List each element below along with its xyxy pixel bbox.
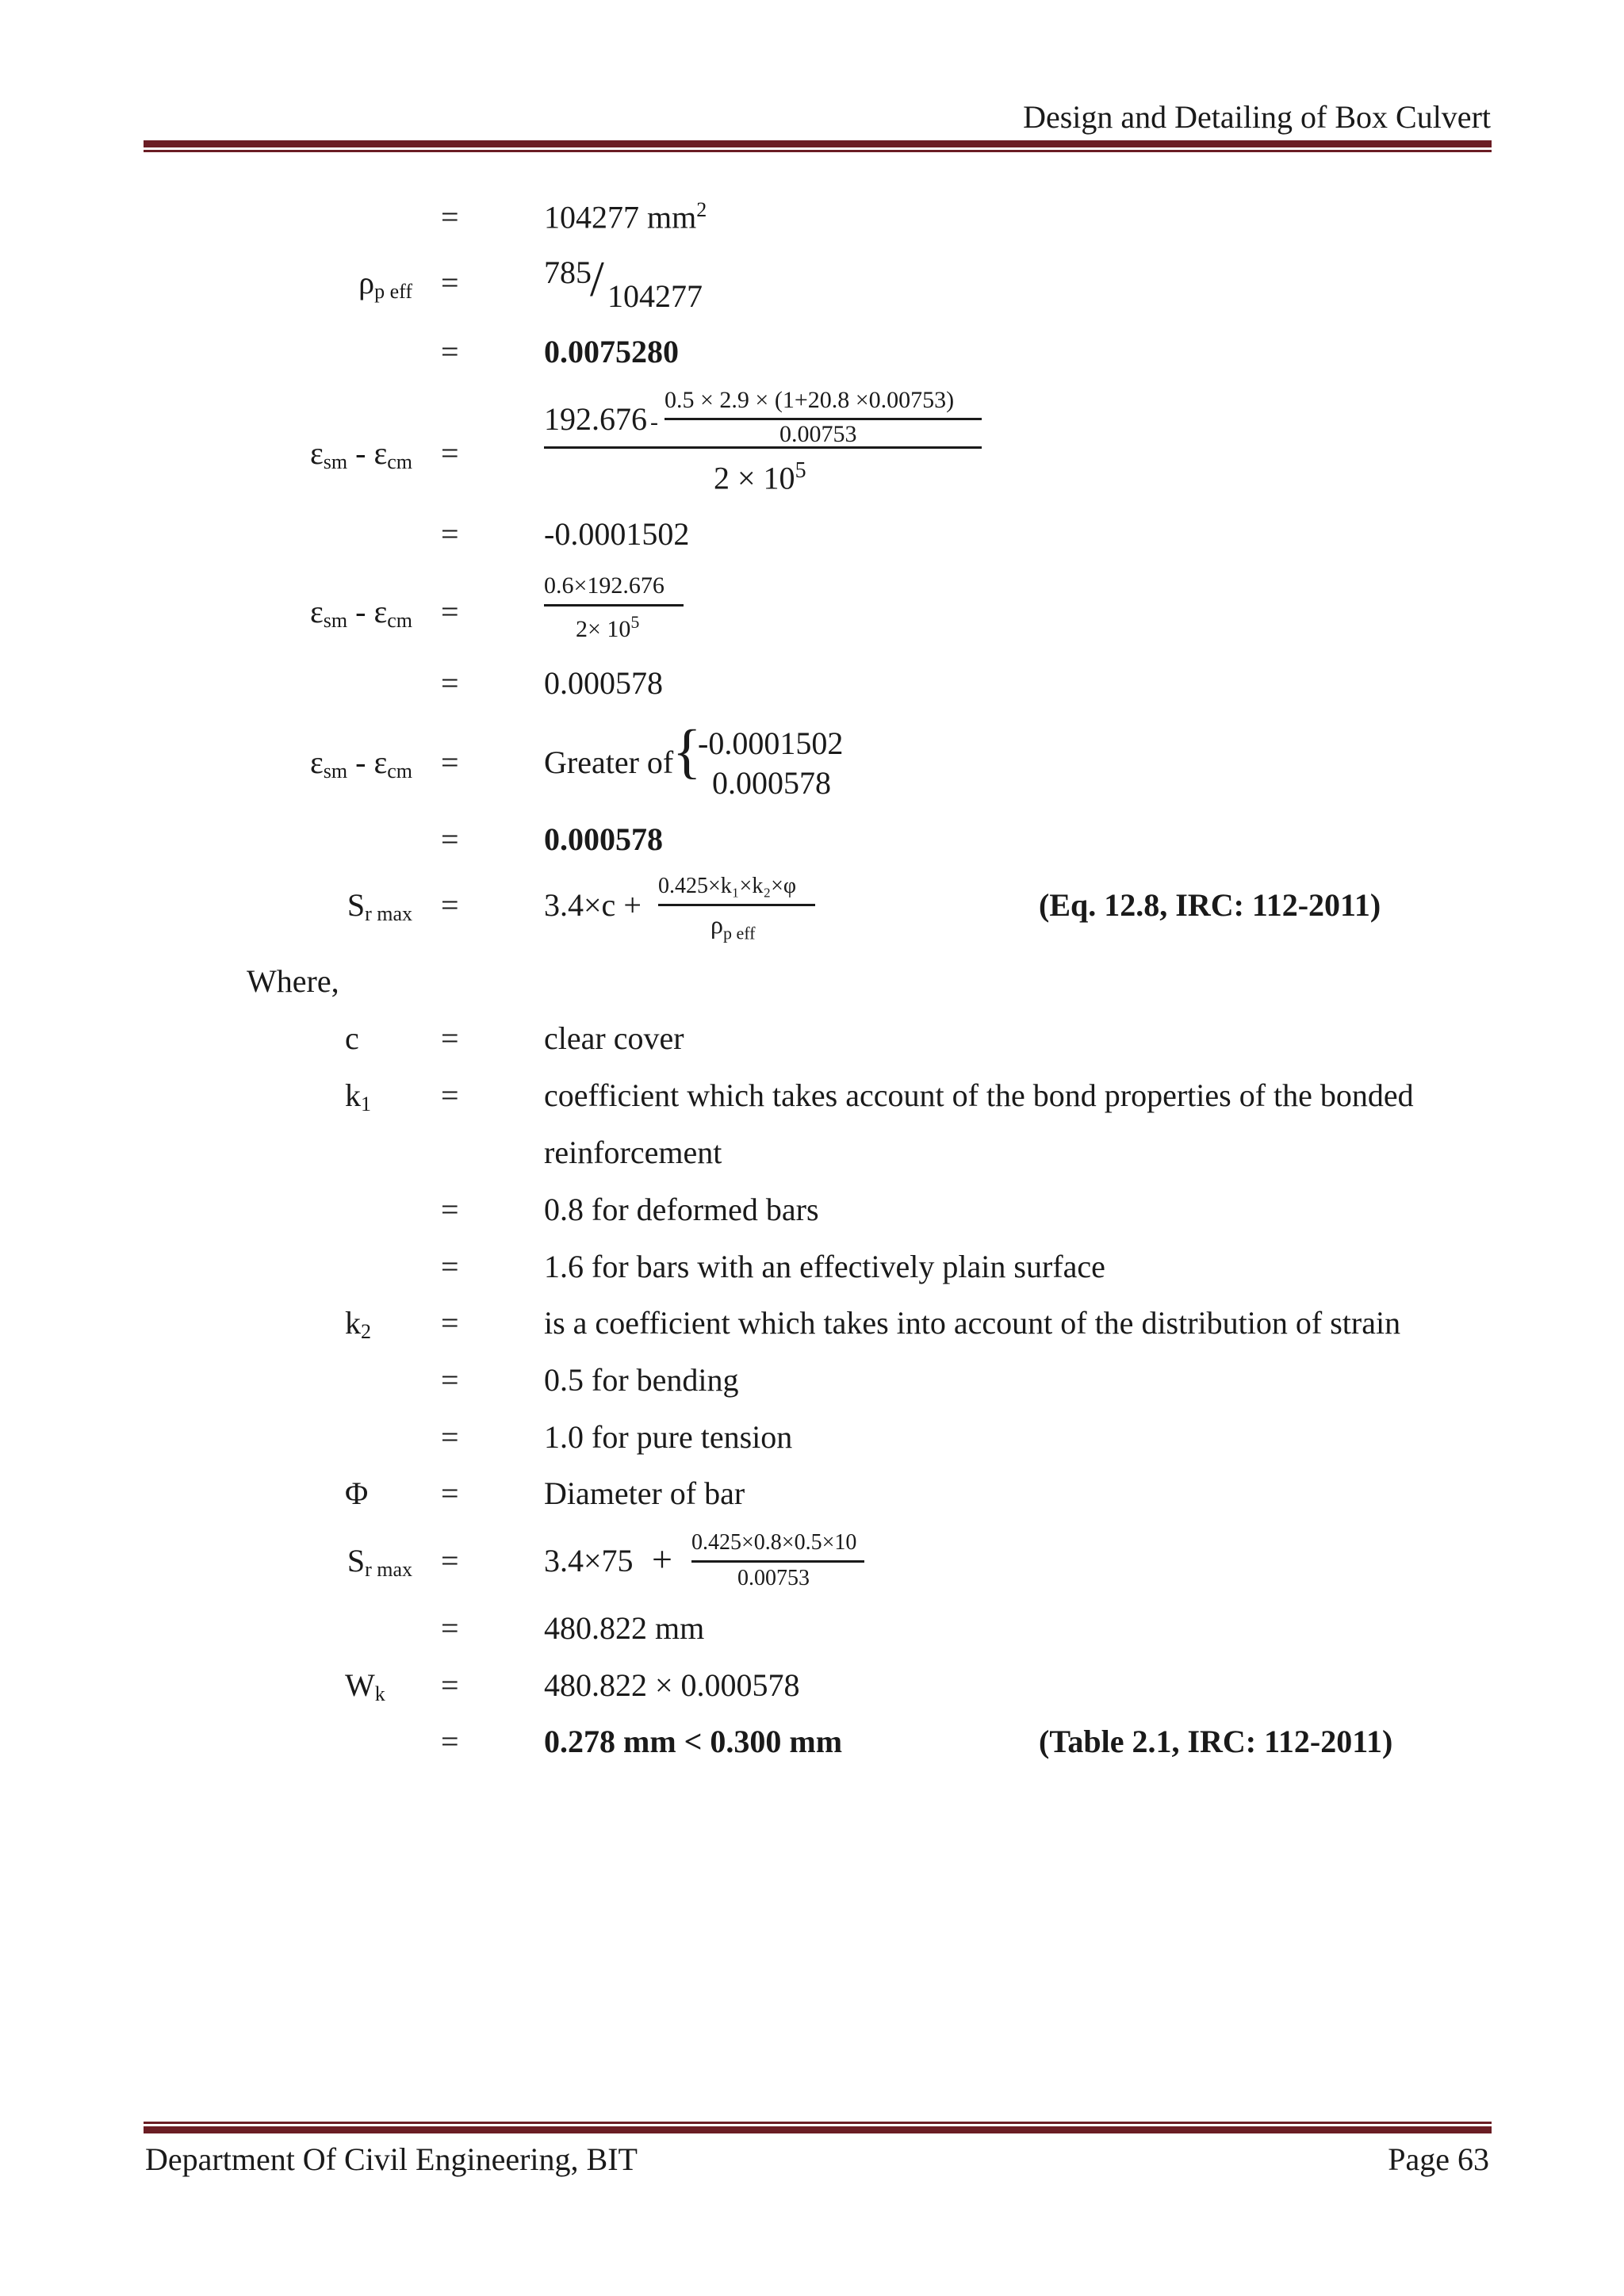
k1-definition-line1: coefficient which takes account of the bond properties of the bonded	[544, 1077, 1414, 1113]
srmax2-fraction-bar	[691, 1560, 864, 1563]
strain1-inner-fraction-bar	[665, 418, 982, 420]
equals-sign: =	[441, 516, 459, 552]
footer-rule	[144, 2122, 1492, 2133]
strain1-left-value: 192.676 -	[544, 401, 658, 437]
k2-label: $k_2$	[345, 1305, 371, 1343]
k1-value-deformed: 0.8 for deformed bars	[544, 1192, 819, 1227]
greater-of-label: Greater of	[544, 744, 674, 780]
wk-label: $W_k$	[345, 1667, 385, 1705]
k1-value-plain: 1.6 for bars with an effectively plain surface	[544, 1249, 1105, 1284]
greater-result: 0.000578	[544, 821, 663, 857]
strain1-result: -0.0001502	[544, 516, 690, 552]
strain2-fraction-bar	[544, 604, 684, 607]
equals-sign: =	[441, 1192, 459, 1227]
equals-sign: =	[441, 265, 459, 300]
equals-sign: =	[441, 1667, 459, 1703]
srmax-formula-left: 3.4×c +	[544, 887, 642, 923]
plus-sign: +	[652, 1539, 672, 1579]
equals-sign: =	[441, 1077, 459, 1113]
equals-sign: =	[441, 199, 459, 235]
rho-p-eff-label: $\rho_{p eff}$	[358, 265, 412, 303]
running-header-title: Design and Detailing of Box Culvert	[1023, 99, 1491, 135]
wk-expression: 480.822 × 0.000578	[544, 1667, 800, 1703]
k2-value-tension: 1.0 for pure tension	[544, 1419, 793, 1455]
greater-option-b: 0.000578	[712, 765, 831, 801]
strain-label: $\varepsilon_{sm} - \varepsilon_{cm}$	[309, 435, 412, 473]
srmax-formula-numerator: 0.425×k₁×k₂×φ	[658, 874, 797, 898]
srmax2-left: 3.4×75	[544, 1543, 634, 1578]
equals-sign: =	[441, 594, 459, 629]
equals-sign: =	[441, 1249, 459, 1284]
k2-value-bending: 0.5 for bending	[544, 1362, 739, 1398]
equals-sign: =	[441, 1305, 459, 1341]
strain1-inner-denominator: 0.00753	[779, 421, 857, 447]
strain2-denominator: $2\times 10^5$	[576, 612, 640, 642]
strain1-main-fraction-bar	[544, 446, 982, 449]
equals-sign: =	[441, 1475, 459, 1511]
srmax-label: $S_{r max}$	[347, 1543, 412, 1581]
equals-sign: =	[441, 821, 459, 857]
equals-sign: =	[441, 887, 459, 923]
equals-sign: =	[441, 1362, 459, 1398]
where-label: Where,	[247, 963, 339, 999]
wk-reference: (Table 2.1, IRC: 112-2011)	[1039, 1724, 1393, 1759]
equals-sign: =	[441, 665, 459, 701]
srmax2-numerator: 0.425×0.8×0.5×10	[691, 1530, 857, 1555]
rho-result: 0.0075280	[544, 334, 679, 369]
wk-result: 0.278 mm < 0.300 mm	[544, 1724, 843, 1759]
equals-sign: =	[441, 1543, 459, 1578]
phi-label: Φ	[345, 1475, 369, 1511]
fraction-slash: /	[590, 251, 604, 307]
srmax-label: $S_{r max}$	[347, 887, 412, 925]
greater-option-a: -0.0001502	[698, 725, 844, 761]
strain2-result: 0.000578	[544, 665, 663, 701]
brace-icon: {	[672, 718, 702, 785]
srmax-formula-denominator: $\rho_{p eff}$	[710, 910, 756, 943]
k1-definition-line2: reinforcement	[544, 1135, 722, 1170]
area-value: 104277 $mm^2$	[544, 198, 707, 235]
page-number: Page 63	[1388, 2141, 1489, 2177]
k2-definition: is a coefficient which takes into account of the distribution of strain	[544, 1305, 1401, 1341]
equals-sign: =	[441, 1020, 459, 1056]
footer-department: Department Of Civil Engineering, BIT	[145, 2141, 638, 2177]
k1-label: $k_1$	[345, 1077, 371, 1115]
strain2-numerator: 0.6×192.676	[544, 572, 665, 599]
equals-sign: =	[441, 1419, 459, 1455]
srmax-reference: (Eq. 12.8, IRC: 112-2011)	[1039, 887, 1381, 923]
c-definition: clear cover	[544, 1020, 684, 1056]
strain1-inner-numerator: 0.5 × 2.9 × (1+20.8 ×0.00753)	[665, 387, 955, 413]
header-rule	[144, 140, 1492, 152]
srmax2-result: 480.822 mm	[544, 1610, 705, 1646]
equals-sign: =	[441, 744, 459, 780]
strain-label: $\varepsilon_{sm} - \varepsilon_{cm}$	[309, 594, 412, 632]
equals-sign: =	[441, 1724, 459, 1759]
phi-definition: Diameter of bar	[544, 1475, 745, 1511]
equals-sign: =	[441, 1610, 459, 1646]
c-label: c	[345, 1020, 359, 1056]
srmax2-denominator: 0.00753	[737, 1566, 810, 1590]
rho-denominator: 104277	[607, 278, 703, 314]
equals-sign: =	[441, 334, 459, 369]
srmax-fraction-bar	[658, 904, 815, 906]
rho-numerator: 785	[544, 254, 592, 290]
equals-sign: =	[441, 435, 459, 471]
strain-label: $\varepsilon_{sm} - \varepsilon_{cm}$	[309, 744, 412, 783]
strain1-denominator: $2 \times 10^5$	[714, 458, 806, 496]
